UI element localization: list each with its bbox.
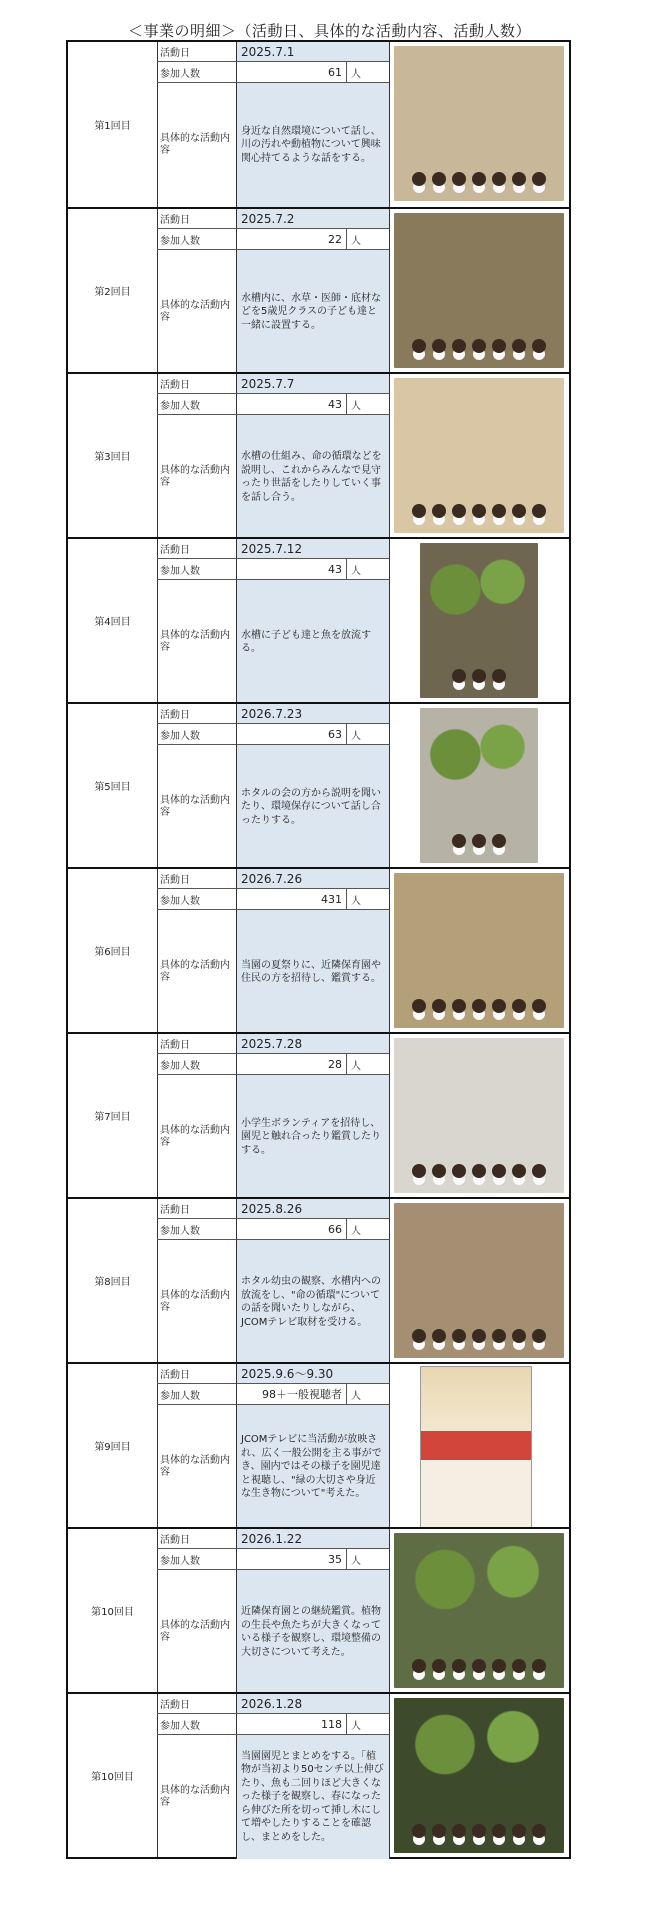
photo-person-shape [492,172,506,186]
activity-description: 水槽に子ども達と魚を放流する。 [237,580,390,704]
participant-count: 61 [237,62,347,82]
photo-person-shape [512,1164,526,1178]
content-label: 具体的な活動内容 [157,745,237,869]
round-label: 第9回目 [68,1364,158,1527]
photo-figures [404,339,554,353]
round-label: 第1回目 [68,42,158,207]
photo-person-shape [412,1164,426,1178]
activity-description: 水槽の仕組み、命の循環などを説明し、これからみんなで見守ったり世話をしたりしていく事を話し合う。 [237,415,390,539]
photo-person-shape [472,1824,486,1838]
photo-person-shape [472,669,486,683]
activity-description: 近隣保育園との継続鑑賞。植物の生長や魚たちが大きくなっている様子を観察し、環境整備の大切さについて考えた。 [237,1570,390,1694]
photo-person-shape [452,1659,466,1673]
content-label: 具体的な活動内容 [157,1405,237,1529]
photo-person-shape [492,504,506,518]
table-row [68,537,569,702]
round-label: 第8回目 [68,1199,158,1362]
photo-person-shape [472,339,486,353]
photo-cell [390,209,569,372]
participant-count: 118 [237,1714,347,1734]
activity-description: 小学生ボランティアを招待し、園児と触れ合ったり鑑賞したりする。 [237,1075,390,1199]
count-unit: 人 [351,235,361,247]
photo-children-classroom [394,46,564,201]
activity-date: 2025.9.6～9.30 [237,1364,390,1384]
participant-count-cell [237,1549,390,1570]
count-unit: 人 [351,400,361,412]
photo-person-shape [532,172,546,186]
photo-cell [390,1694,569,1857]
activity-description: ホタル幼虫の観察、水槽内への放流をし、"命の循環"についての話を聞いたりしながら、JCOMテレビ取材を受ける。 [237,1240,390,1364]
activity-description: 身近な自然環境について話し、川の汚れや動植物について興味関心持てるような話をする。 [237,83,390,207]
participant-count-cell [237,724,390,745]
photo-figures [404,504,554,518]
count-label: 参加人数 [157,229,237,250]
photo-person-shape [472,172,486,186]
photo-person-shape [452,1824,466,1838]
photo-cell [390,1364,569,1527]
photo-person-shape [432,1329,446,1343]
count-unit: 人 [351,68,361,80]
photo-presentation [420,708,538,863]
photo-person-shape [512,504,526,518]
count-label: 参加人数 [157,724,237,745]
photo-child-at-tank [394,213,564,368]
photo-person-shape [432,339,446,353]
photo-person-shape [472,504,486,518]
content-label: 具体的な活動内容 [157,580,237,704]
photo-festival-viewing [394,873,564,1028]
photo-person-shape [492,1329,506,1343]
activity-description: JCOMテレビに当活動が放映され、広く一般公開を主る事ができ、園内ではその様子を園児達と視聴し、"緑の大切さや身近な生き物について"考えた。 [237,1405,390,1529]
activity-date: 2025.7.28 [237,1034,390,1054]
date-label: 活動日 [157,374,237,394]
photo-person-shape [412,1659,426,1673]
participant-count: 28 [237,1054,347,1074]
count-label: 参加人数 [157,394,237,415]
photo-figures [404,1329,554,1343]
participant-count-cell [237,559,390,580]
photo-person-shape [492,1164,506,1178]
photo-person-shape [412,504,426,518]
participant-count-cell [237,889,390,910]
participant-count-cell [237,394,390,415]
photo-cell [390,1529,569,1692]
photo-person-shape [532,339,546,353]
photo-child-aquarium [420,543,538,698]
date-label: 活動日 [157,1199,237,1219]
photo-person-shape [512,172,526,186]
photo-plants-tank [394,1698,564,1853]
photo-green-hats [394,1533,564,1688]
photo-person-shape [512,1659,526,1673]
activity-date: 2026.7.26 [237,869,390,889]
photo-person-shape [472,1164,486,1178]
activity-date: 2025.7.1 [237,42,390,62]
count-label: 参加人数 [157,62,237,83]
count-unit: 人 [351,565,361,577]
participant-count-cell [237,1714,390,1735]
round-label: 第4回目 [68,539,158,702]
participant-count: 43 [237,559,347,579]
table-row [68,207,569,372]
round-label: 第10回目 [68,1529,158,1692]
photo-person-shape [512,339,526,353]
photo-person-shape [472,834,486,848]
count-unit: 人 [351,730,361,742]
participant-count: 43 [237,394,347,414]
content-label: 具体的な活動内容 [157,910,237,1034]
participant-count: 35 [237,1549,347,1569]
photo-cell [390,539,569,702]
photo-person-shape [492,1824,506,1838]
participant-count-cell [237,1219,390,1240]
photo-person-shape [492,834,506,848]
photo-person-shape [532,1164,546,1178]
count-unit: 人 [351,895,361,907]
photo-person-shape [452,1329,466,1343]
activity-description: 水槽内に、水草・医師・底材などを5歳児クラスの子ども達と一緒に設置する。 [237,250,390,374]
photo-person-shape [432,1164,446,1178]
photo-cell [390,42,569,207]
photo-person-shape [432,1824,446,1838]
photo-person-shape [512,1329,526,1343]
photo-person-shape [532,1824,546,1838]
activity-date: 2026.1.22 [237,1529,390,1549]
count-label: 参加人数 [157,1219,237,1240]
photo-figures [404,1164,554,1178]
count-label: 参加人数 [157,1549,237,1570]
page-title: ＜事業の明細＞（活動日、具体的な活動内容、活動人数） [127,22,531,40]
content-label: 具体的な活動内容 [157,250,237,374]
photo-person-shape [452,504,466,518]
photo-person-shape [492,1659,506,1673]
count-unit: 人 [351,1225,361,1237]
photo-person-shape [492,669,506,683]
content-label: 具体的な活動内容 [157,1570,237,1694]
photo-jcom-poster [420,1366,532,1528]
photo-cell [390,1034,569,1197]
date-label: 活動日 [157,869,237,889]
participant-count: 63 [237,724,347,744]
table-row [68,1692,569,1857]
activity-date: 2026.7.23 [237,704,390,724]
photo-person-shape [532,504,546,518]
table-row [68,1197,569,1362]
photo-cell [390,869,569,1032]
table-row [68,1032,569,1197]
photo-figures [427,834,531,848]
photo-person-shape [412,1824,426,1838]
photo-person-shape [412,999,426,1013]
participant-count: 22 [237,229,347,249]
activity-date: 2025.7.12 [237,539,390,559]
photo-larvae-observation [394,1203,564,1358]
photo-person-shape [452,999,466,1013]
photo-cell [390,374,569,537]
photo-cell [390,1199,569,1362]
photo-person-shape [532,1329,546,1343]
photo-person-shape [492,999,506,1013]
count-label: 参加人数 [157,1714,237,1735]
photo-person-shape [472,1659,486,1673]
photo-group-sitting [394,378,564,533]
round-label: 第3回目 [68,374,158,537]
photo-person-shape [472,1329,486,1343]
photo-figures [404,1659,554,1673]
photo-person-shape [432,504,446,518]
date-label: 活動日 [157,1694,237,1714]
photo-figures [404,1824,554,1838]
photo-figures [404,999,554,1013]
participant-count-cell [237,62,390,83]
round-label: 第7回目 [68,1034,158,1197]
activity-date: 2025.8.26 [237,1199,390,1219]
photo-person-shape [432,172,446,186]
photo-figures [427,669,531,683]
photo-person-shape [452,339,466,353]
round-label: 第10回目 [68,1694,158,1857]
date-label: 活動日 [157,704,237,724]
table-row [68,1362,569,1527]
count-label: 参加人数 [157,1054,237,1075]
table-row [68,702,569,867]
photo-person-shape [412,1329,426,1343]
content-label: 具体的な活動内容 [157,83,237,207]
photo-person-shape [432,999,446,1013]
photo-figures [404,172,554,186]
participant-count-cell [237,1054,390,1075]
photo-person-shape [452,669,466,683]
count-unit: 人 [351,1390,361,1402]
activity-date: 2025.7.7 [237,374,390,394]
date-label: 活動日 [157,42,237,62]
photo-person-shape [452,834,466,848]
photo-person-shape [412,172,426,186]
activity-description: 当園の夏祭りに、近隣保育園や住民の方を招待し、鑑賞する。 [237,910,390,1034]
photo-person-shape [532,999,546,1013]
participant-count: 98＋一般視聴者 [237,1384,347,1404]
date-label: 活動日 [157,1034,237,1054]
photo-person-shape [492,339,506,353]
photo-person-shape [452,172,466,186]
activity-description: 当園園児とまとめをする。「植物が当初より50センチ以上伸びたり、魚も二回りほど大きくなった様子を観察し、春になったら伸びた所を切って挿し木にして増やしたりすることを確認し、まとめをした。 [237,1735,390,1859]
participant-count-cell [237,1384,390,1405]
photo-person-shape [472,999,486,1013]
activity-table [66,40,571,1859]
photo-hall-audience [394,1038,564,1193]
photo-person-shape [452,1164,466,1178]
activity-description: ホタルの会の方から説明を聞いたり、環境保存について話し合ったりする。 [237,745,390,869]
count-unit: 人 [351,1720,361,1732]
photo-cell [390,704,569,867]
date-label: 活動日 [157,539,237,559]
table-row [68,42,569,207]
photo-person-shape [512,1824,526,1838]
table-row [68,372,569,537]
participant-count: 431 [237,889,347,909]
content-label: 具体的な活動内容 [157,1075,237,1199]
count-unit: 人 [351,1060,361,1072]
round-label: 第2回目 [68,209,158,372]
content-label: 具体的な活動内容 [157,415,237,539]
photo-person-shape [532,1659,546,1673]
activity-date: 2025.7.2 [237,209,390,229]
date-label: 活動日 [157,1529,237,1549]
count-label: 参加人数 [157,559,237,580]
date-label: 活動日 [157,209,237,229]
photo-person-shape [512,999,526,1013]
content-label: 具体的な活動内容 [157,1240,237,1364]
participant-count-cell [237,229,390,250]
table-row [68,1527,569,1692]
content-label: 具体的な活動内容 [157,1735,237,1859]
count-unit: 人 [351,1555,361,1567]
photo-person-shape [432,1659,446,1673]
count-label: 参加人数 [157,889,237,910]
participant-count: 66 [237,1219,347,1239]
count-label: 参加人数 [157,1384,237,1405]
date-label: 活動日 [157,1364,237,1384]
round-label: 第5回目 [68,704,158,867]
round-label: 第6回目 [68,869,158,1032]
activity-date: 2026.1.28 [237,1694,390,1714]
photo-person-shape [412,339,426,353]
table-row [68,867,569,1032]
